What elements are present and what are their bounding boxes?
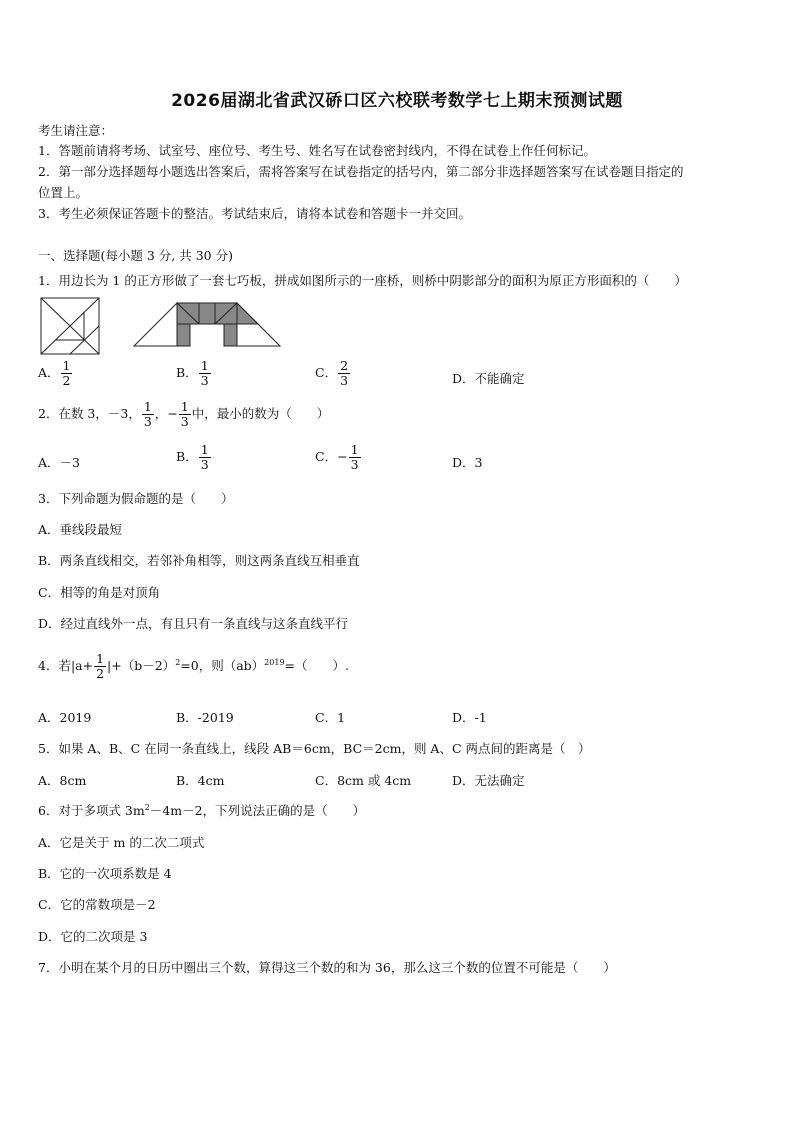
question-7-stem: 7．小明在某个月的日历中圈出三个数，算得这三个数的和为 36，那么这三个数的位置不可能是（ ） xyxy=(38,960,616,975)
notice-item-2: 2．第一部分选择题每小题选出答案后，需将答案写在试卷指定的括号内，第二部分非选择题答案写在试卷题目指定的 xyxy=(38,164,684,179)
question-1-option-c: C． $\frac{2}{3}$ xyxy=(315,358,349,388)
question-3-option-a: A．垂线段最短 xyxy=(38,522,123,537)
question-2-stem: 2．在数 3，－3， $\frac{1}{3}$ ，− $\frac{1}{3}$ 中，最小的数为（ ） xyxy=(38,399,330,429)
page-title: 2026届湖北省武汉硚口区六校联考数学七上期末预测试题 xyxy=(171,91,623,111)
question-3-option-c: C．相等的角是对顶角 xyxy=(38,585,161,600)
question-1-option-d: D．不能确定 xyxy=(452,371,525,386)
question-2-option-d: D．3 xyxy=(452,455,483,470)
question-6-option-d: D．它的二次项是 3 xyxy=(38,929,148,944)
notice-item-1: 1．答题前请将考场、试室号、座位号、考生号、姓名写在试卷密封线内，不得在试卷上作任何标记。 xyxy=(38,143,596,158)
question-5-option-a: A．8cm xyxy=(38,773,87,788)
question-4-option-c: C．1 xyxy=(315,710,346,725)
question-2-option-a: A．－3 xyxy=(38,455,80,470)
question-4-option-d: D．-1 xyxy=(452,710,487,725)
question-1-option-b: B． $\frac{1}{3}$ xyxy=(176,358,209,388)
question-3-option-d: D．经过直线外一点，有且只有一条直线与这条直线平行 xyxy=(38,616,349,631)
question-3-stem: 3．下列命题为假命题的是（ ） xyxy=(38,491,234,506)
notice-item-2-cont: 位置上。 xyxy=(38,185,89,200)
question-4-option-b: B．-2019 xyxy=(176,710,234,725)
question-2-option-b: B． $\frac{1}{3}$ xyxy=(176,442,209,472)
question-1-option-a: A． $\frac{1}{2}$ xyxy=(38,358,71,388)
question-3-option-b: B．两条直线相交，若邻补角相等，则这两条直线互相垂直 xyxy=(38,553,360,568)
question-6-option-a: A．它是关于 m 的二次二项式 xyxy=(38,835,205,850)
question-6-stem: 6．对于多项式 $3m^2-4m-2$，下列说法正确的是（ ） xyxy=(38,802,366,818)
question-2-option-c: C．− $\frac{1}{3}$ xyxy=(315,442,359,472)
question-5-option-b: B．4cm xyxy=(176,773,225,788)
question-6-option-b: B．它的一次项系数是 4 xyxy=(38,866,172,881)
question-4-option-a: A．2019 xyxy=(38,710,92,725)
notice-item-3: 3．考生必须保证答题卡的整洁。考试结束后，请将本试卷和答题卡一并交回。 xyxy=(38,206,471,221)
question-5-option-c: C．8cm 或 4cm xyxy=(315,773,412,788)
tangram-bridge-figure xyxy=(132,302,282,347)
question-1-stem: 1．用边长为 1 的正方形做了一套七巧板，拼成如图所示的一座桥，则桥中阴影部分的面积为原正方形面积的（ ） xyxy=(38,273,687,288)
question-4-stem: 4．若|a+ $\frac{1}{2}$ $|+(b-2)^2=0$，则（ab）$^{2019}$=（ ）. xyxy=(38,651,349,681)
tangram-square-figure xyxy=(40,297,100,355)
question-5-stem: 5．如果 A、B、C 在同一条直线上，线段 AB＝6cm，BC＝2cm，则 A、C 两点间的距离是（ ） xyxy=(38,741,591,756)
notice-heading: 考生请注意： xyxy=(38,123,114,138)
question-6-option-c: C．它的常数项是－2 xyxy=(38,897,156,912)
section-heading: 一、选择题(每小题 3 分, 共 30 分) xyxy=(38,248,233,263)
question-5-option-d: D．无法确定 xyxy=(452,773,525,788)
